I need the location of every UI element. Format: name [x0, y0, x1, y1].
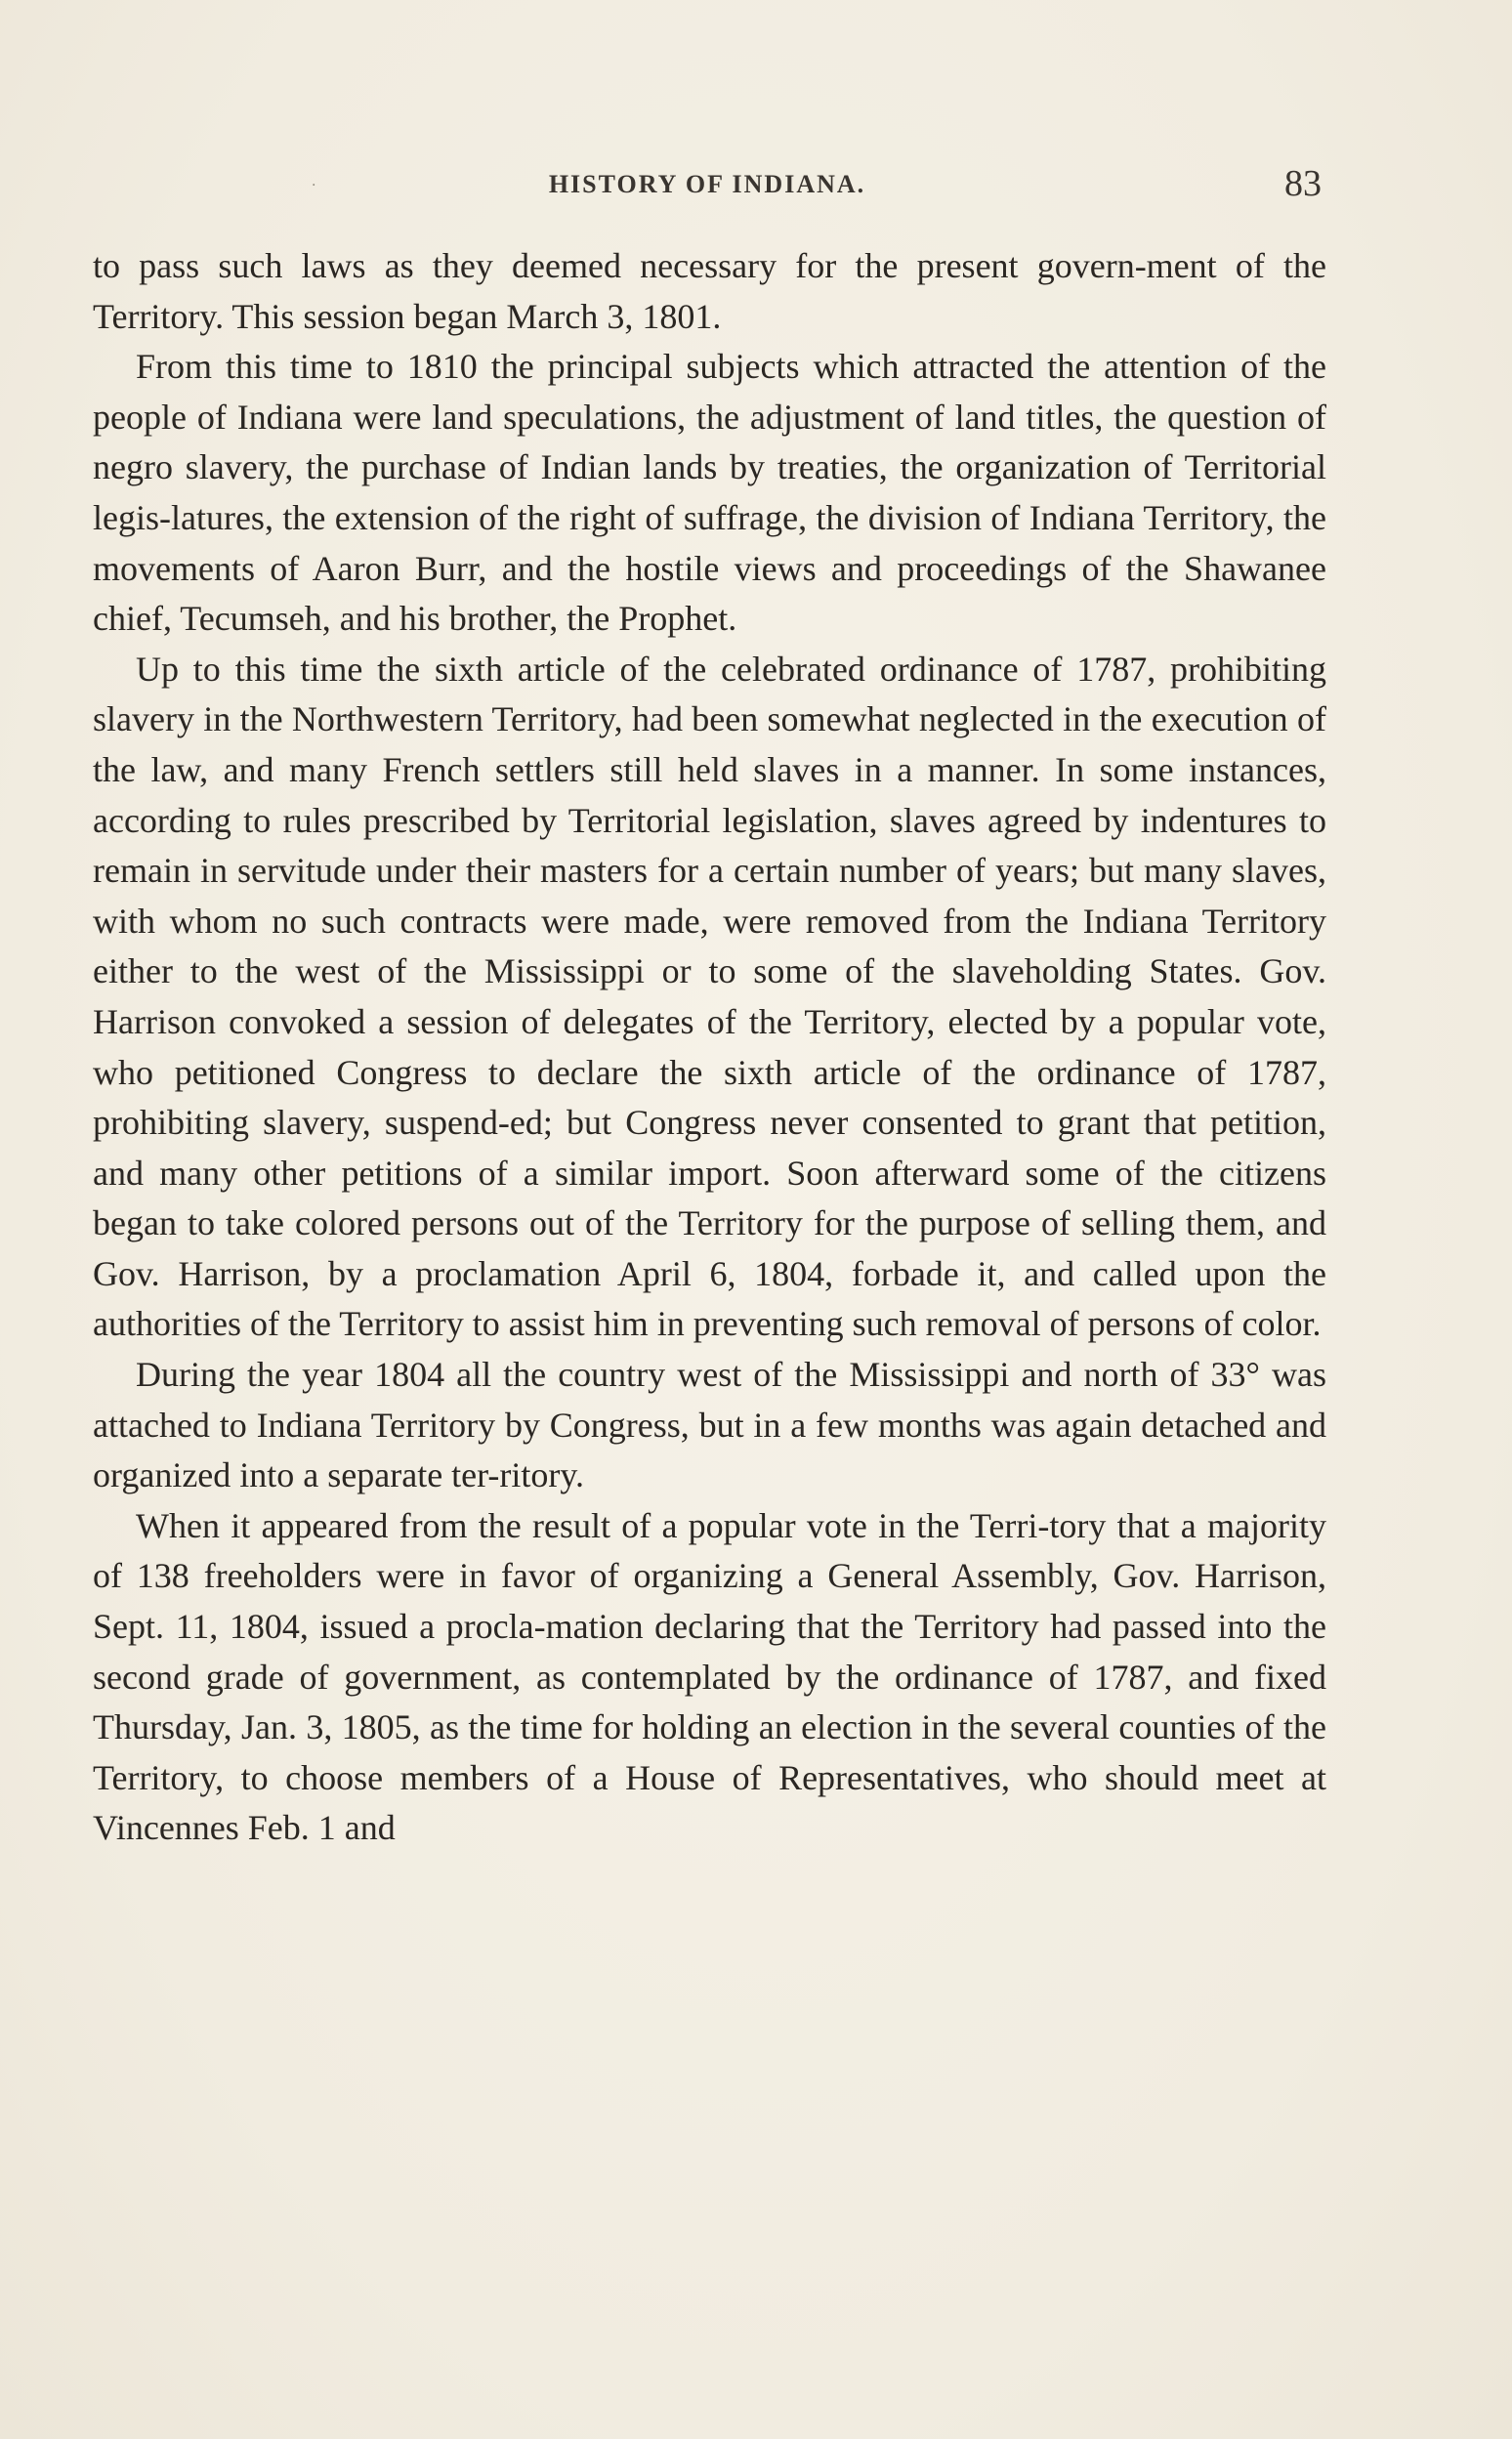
- running-header: [93, 162, 1322, 207]
- paragraph-subjects: From this time to 1810 the principal subjects which attracted the attention of the people of Indiana were land speculations, the adjustment of land titles, the question of negro slavery, the purchase of Indian lands by treaties, the organization of Territorial legis-latures, the extension of the right of suffrage, the division of Indiana Territory, the movements of Aaron Burr, and the hostile views and proceedings of the Shawanee chief, Tecumseh, and his brother, the Prophet.: [93, 347, 1326, 639]
- paragraph-1804-territory: During the year 1804 all the country west of the Mississippi and north of 33° was attached to Indiana Territory by Congress, but in a few months was again detached and organized into a separate ter-ritory.: [93, 1355, 1326, 1495]
- running-title: HISTORY OF INDIANA.: [548, 170, 866, 198]
- paragraph-continued: to pass such laws as they deemed necessary for the present govern-ment of the Territory. This session began March 3, 1801.: [93, 246, 1326, 336]
- page-number: 83: [1284, 163, 1322, 204]
- paragraph-slavery: Up to this time the sixth article of the celebrated ordinance of 1787, prohibiting slavery in the Northwestern Territory, had been somewhat neglected in the execution of the law, and many French settlers still held slaves in a manner. In some instances, according to rules prescribed by Territorial legislation, slaves agreed by indentures to remain in servitude under their masters for a certain number of years; but many slaves, with whom no such contracts were made, were removed from the Indiana Territory either to the west of the Mississippi or to some of the slaveholding States. Gov. Harrison convoked a session of delegates of the Territory, elected by a popular vote, who petitioned Congress to declare the sixth article of the ordinance of 1787, prohibiting slavery, suspend-ed; but Congress never consented to grant that petition, and many other petitions of a similar import. Soon afterward some of the citizens began to take colored persons out of the Territory for the purpose of selling them, and Gov. Harrison, by a proclamation April 6, 1804, forbade it, and called upon the authorities of the Territory to assist him in preventing such removal of persons of color.: [93, 649, 1326, 1344]
- paragraph-general-assembly: When it appeared from the result of a popular vote in the Terri-tory that a majority of 138 freeholders were in favor of organizing a General Assembly, Gov. Harrison, Sept. 11, 1804, issued a procla-mation declaring that the Territory had passed into the second grade of government, as contemplated by the ordinance of 1787, and fixed Thursday, Jan. 3, 1805, as the time for holding an election in the several counties of the Territory, to choose members of a House of Representatives, who should meet at Vincennes Feb. 1 and: [93, 1505, 1326, 1848]
- header-mark: ·: [312, 178, 316, 193]
- body-text: [93, 241, 1326, 1854]
